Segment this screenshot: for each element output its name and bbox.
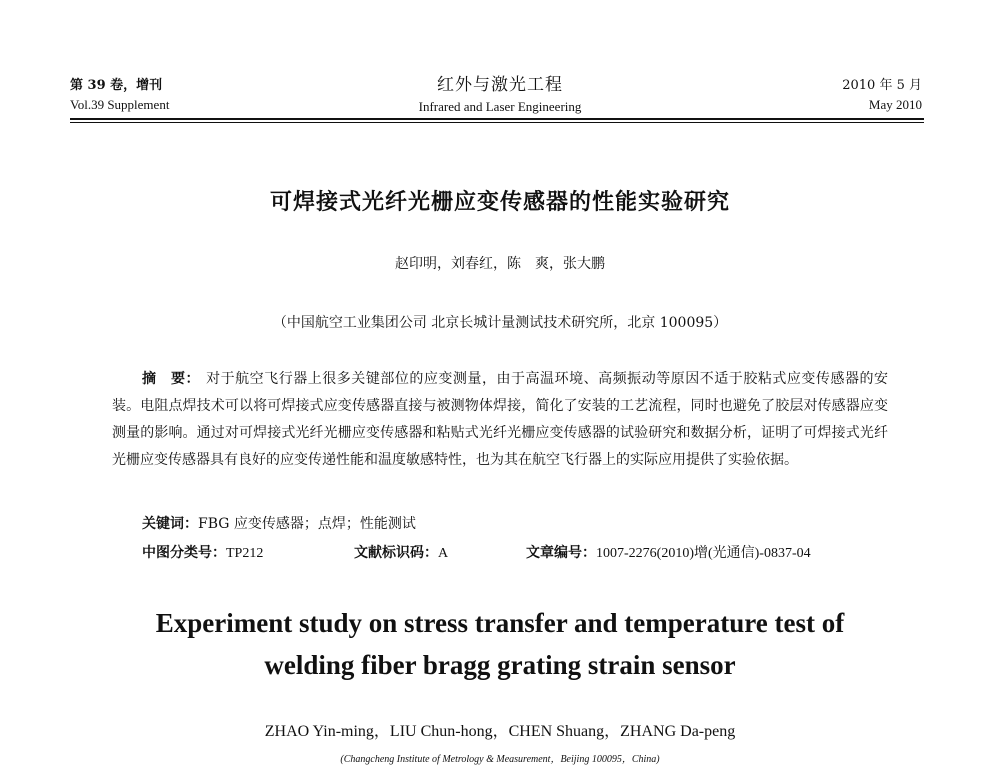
doc-code-value: A bbox=[438, 546, 449, 561]
volume-en: Vol.39 Supplement bbox=[70, 97, 170, 112]
header-journal bbox=[300, 74, 700, 118]
paper-title-en bbox=[0, 602, 1000, 686]
journal-title-cn: 红外与激光工程 bbox=[437, 75, 563, 95]
article-no-value: 1007-2276(2010)增(光通信)-0837-04 bbox=[596, 546, 811, 561]
affiliation-cn: （中国航空工业集团公司 北京长城计量测试技术研究所，北京 100095） bbox=[272, 315, 728, 331]
affiliation-en: (Changcheng Institute of Metrology & Measurement，Beijing 100095，China) bbox=[340, 754, 660, 765]
header-volume bbox=[70, 76, 169, 114]
authors-en: ZHAO Yin-ming，LIU Chun-hong，CHEN Shuang，ZHANG Da-peng bbox=[264, 723, 736, 740]
keywords-label: 关键词： bbox=[142, 516, 198, 532]
authors-cn: 赵印明，刘春红，陈 爽，张大鹏 bbox=[395, 256, 605, 272]
keywords-value: FBG 应变传感器；点焊；性能测试 bbox=[198, 516, 416, 532]
header-rule-thick bbox=[70, 118, 924, 120]
paper-title-en-text: Experiment study on stress transfer and temperature test of welding fiber bragg grating strain sensor bbox=[155, 608, 845, 680]
keywords bbox=[142, 513, 416, 533]
article-no-label: 文章编号： bbox=[526, 545, 596, 561]
header-date bbox=[842, 76, 922, 114]
volume-cn: 第 39 卷，增刊 bbox=[70, 78, 163, 93]
abstract-cn bbox=[112, 366, 888, 474]
cls-label: 中图分类号： bbox=[142, 545, 226, 561]
cls-value: TP212 bbox=[226, 546, 264, 561]
paper-title-cn: 可焊接式光纤光栅应变传感器的性能实验研究 bbox=[269, 190, 730, 215]
classification-row bbox=[142, 542, 902, 562]
journal-title-en: Infrared and Laser Engineering bbox=[418, 99, 582, 114]
doc-code-label: 文献标识码： bbox=[354, 545, 438, 561]
abstract-text: 对于航空飞行器上很多关键部位的应变测量，由于高温环境、高频振动等原因不适于胶粘式应变传感器的安装。电阻点焊技术可以将可焊接式应变传感器直接与被测物体焊接，简化了安装的工艺流程，同时也避免了胶层对传感器应变测量的影响。通过对可焊接式光纤光栅应变传感器和粘贴式光纤光栅应变传感器的试验研究和数据分析，证明了可焊接式光纤光栅应变传感器具有良好的应变传递性能和温度敏感特性，也为其在航空飞行器上的实际应用提供了实验依据。 bbox=[112, 371, 889, 468]
date-cn: 2010 年 5 月 bbox=[842, 78, 922, 93]
header-rule-thin bbox=[70, 122, 924, 123]
date-en: May 2010 bbox=[868, 97, 922, 112]
abstract-label: 摘 要： bbox=[142, 371, 201, 387]
